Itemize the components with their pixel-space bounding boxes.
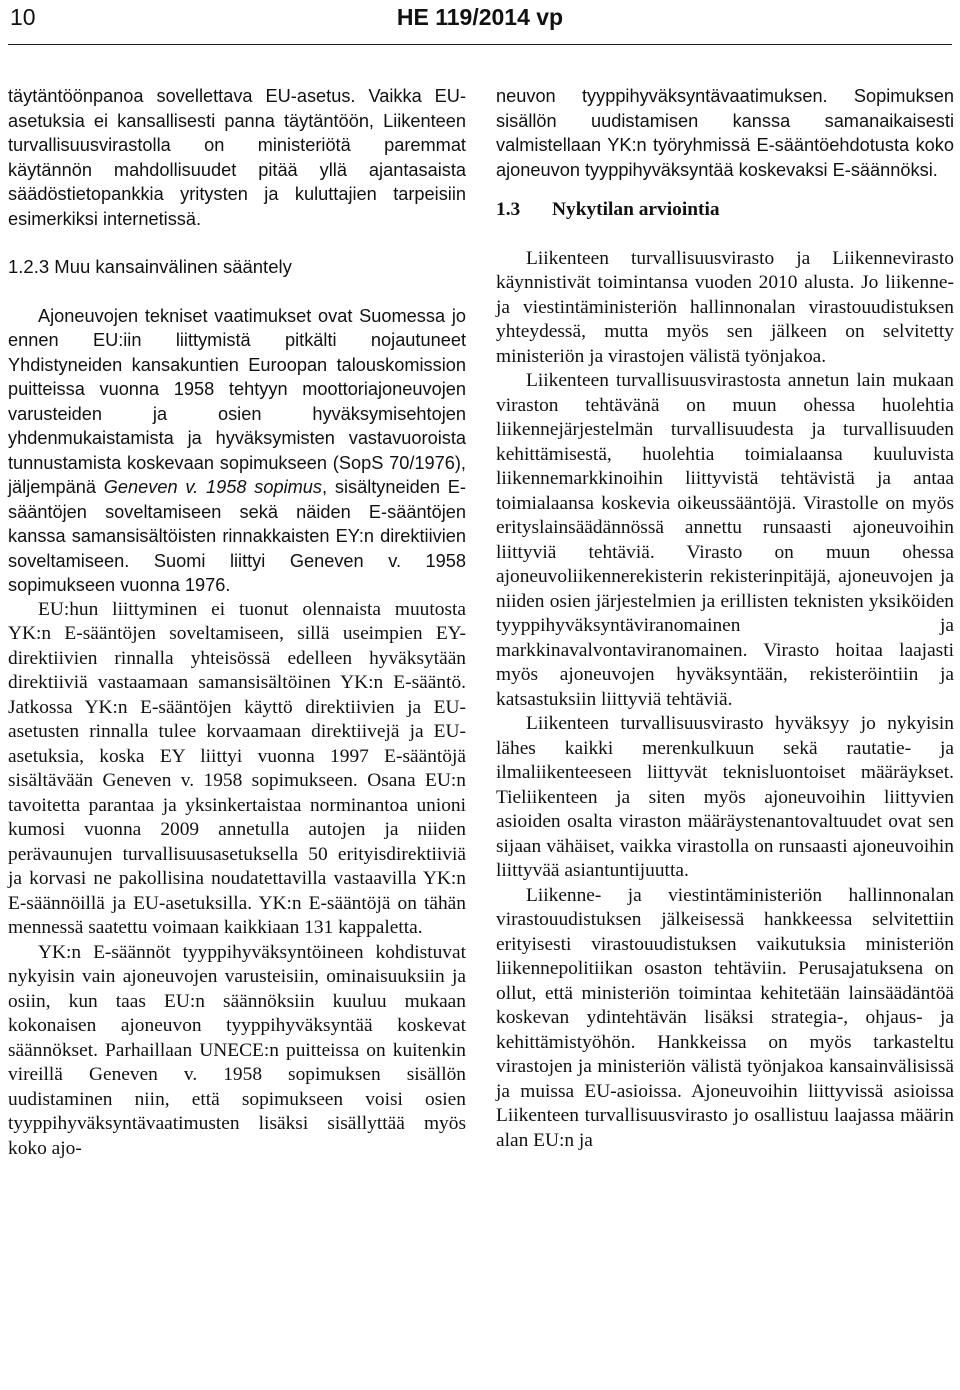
intro-paragraph: täytäntöönpanoa sovellettava EU-asetus. Vaikka EU-asetuksia ei kansallisesti panna täytäntöön, Liikenteen turvallisuusvirastolla on ministeriötä paremmat käytännön mahdollisuudet pitää yllä ajantasaista säädöstietopankkia yritysten ja kuluttajien tarpeisiin esimerkiksi internetissä. [8, 86, 466, 229]
heading-text: Nykytilan arviointia [552, 199, 720, 220]
paragraph-ministry-reform: Liikenne- ja viestintäministeriön hallinnonalan virastouudistuksen jälkeisessä hankkeessa selvitettiin erityisesti virastouudistuksen vaikutuksia ministeriön liikennepolitiikan osaston tehtäviin. Perusajatuksena on ollut, että ministeriön toimintaa kehitetään lainsäädäntöä koskevan ydintehtävän lisäksi strategia-, ohjaus- ja kehittämistyöhön. Hankkeissa on myös tarkasteltu virastojen ja ministeriön välistä työnjakoa kansainvälisissä ja muissa EU-asioissa. Ajoneuvoihin liittyvissä asioissa Liikenteen turvallisuusvirasto jo osallistuu laajassa määrin alan EU:n ja [496, 884, 954, 1151]
paragraph-e-regulations: YK:n E-säännöt tyyppihyväksyntöineen kohdistuvat nykyisin vain ajoneuvojen varusteisiin, ominaisuuksiin ja osiin, kun taas EU:n säännöksiin kuuluu mukaan kokonaisen ajoneuvon tyyppihyväksyntää koskevat säännökset. Parhaillaan UNECE:n puitteissa on kuitenkin vireillä Geneven v. 1958 sopimuksen sisällön uudistaminen niin, että sopimukseen voisi osien tyyppihyväksyntävaatimusten lisäksi sisällyttää myös koko ajo- [8, 941, 466, 1159]
paragraph-agency-tasks: Liikenteen turvallisuusvirastosta annetun lain mukaan viraston tehtävänä on muun ohessa huolehtia liikennejärjestelmän turvallisuudesta ja turvallisuuden kehittämisestä, huolehtia toimialaansa kuuluvista liikennemarkkinoihin liittyvistä tehtävistä ja antaa toimialaansa koskevia oikeussääntöjä. Virastolle on myös erityslainsäädännössä annettu runsaasti ajoneuvoihin liittyviä tehtäviä. Virasto on muun ohessa ajoneuvoliikennerekisterin rekisterinpitäjä, ajoneuvojen ja niiden osien järjestelmien ja erillisten teknisten yksiköiden tyyppihyväksyntäviranomainen ja markkinavalvontaviranomainen. Virasto hoitaa laajasti myös ajoneuvojen hyväksyntään, rekisteröintiin ja katsastuksiin liittyviä tehtäviä. [496, 370, 954, 710]
continuation-paragraph: neuvon tyyppihyväksyntävaatimuksen. Sopimuksen sisällön uudistamisen kanssa samanaikaisesti valmistellaan YK:n työryhmissä E-sääntöehdotusta koko ajoneuvon tyyppihyväksyntää koskevaksi E-säännöksi. [496, 86, 954, 180]
right-column [496, 84, 954, 1153]
page-number: 10 [10, 4, 36, 30]
paragraph-eu-accession: EU:hun liittyminen ei tuonut olennaista muutosta YK:n E-sääntöjen soveltamiseen, sillä useimpien EY-direktiivien rinnalla yhteisössä edelleen hyväksytään direktiiviä vastaamaan samansisältöinen YK:n E-sääntö. Jatkossa YK:n E-sääntöjen käyttö direktiivien ja EU-asetusten rinnalla tulee korvaamaan direktiivejä ja EU-asetuksia, koska EY liittyi vuonna 1997 E-sääntöjä sisältävään Geneven v. 1958 sopimukseen. Osana EU:n tavoitetta parantaa ja yksinkertaistaa norminantoa unioni kumosi vuonna 2009 annetulla autojen ja niiden perävaunujen turvallisuusasetuksella 50 erityisdirektiiviä ja korvasi ne pakollisina noudatettavilla vastaavilla YK:n E-säännöillä ja EU-asetuksilla. YK:n E-sääntöjä on tähän mennessä saatettu voimaan kaikkiaan 131 kappaletta. [8, 598, 466, 938]
paragraph-text: Ajoneuvojen tekniset vaatimukset ovat Suomessa jo ennen EU:iin liittymistä pitkälti nojautuneet Yhdistyneiden kansakuntien Euroopan talouskomission puitteissa vuonna 1958 tehtyyn moottoriajoneuvojen varusteiden ja osien hyväksymisehtojen yhdenmukaistamista ja hyväksymisten vastavuoroista tunnustamista koskevaan sopimukseen (SopS 70/1976), jäljempänä [8, 305, 466, 497]
agreement-name-italic: Geneven v. 1958 sopimus [103, 477, 322, 497]
page-header [8, 0, 952, 45]
paragraph-geneva-agreement [8, 304, 466, 598]
section-heading-1-3 [496, 198, 954, 223]
left-column [8, 84, 466, 1161]
paragraph-regulations: Liikenteen turvallisuusvirasto hyväksyy jo nykyisin lähes kaikki merenkulkuun sekä rautatie- ja ilmaliikenteeseen liittyvät teknisluontoiset määräykset. Tieliikenteen ja siten myös ajoneuvoihin liittyvien asioiden osalta viraston määräystenantovaltuudet ovat sen sijaan vähäiset, vaikka virastolla on runsaasti ajoneuvoihin liittyvää asiantuntijuutta. [496, 713, 954, 881]
heading-number: 1.3 [496, 199, 521, 220]
section-heading-1-2-3: 1.2.3 Muu kansainvälinen sääntely [8, 256, 292, 277]
paragraph-text-cont: , sisältyneiden E-sääntöjen soveltamiseen sekä näiden E-sääntöjen kanssa samansisältöisten rinnakkaisten EY:n direktiivien soveltamiseen. Suomi liittyi Geneven v. 1958 sopimukseen vuonna 1976. [8, 477, 466, 595]
document-id: HE 119/2014 vp [396, 4, 564, 30]
paragraph-agencies: Liikenteen turvallisuusvirasto ja Liikennevirasto käynnistivät toimintansa vuoden 2010 alusta. Jo liikenne- ja viestintäministeriön hallinnonalan virastouudistuksen yhteydessä, mutta myös sen jälkeen on selvitetty ministeriön ja virastojen välistä työnjakoa. [496, 247, 954, 367]
